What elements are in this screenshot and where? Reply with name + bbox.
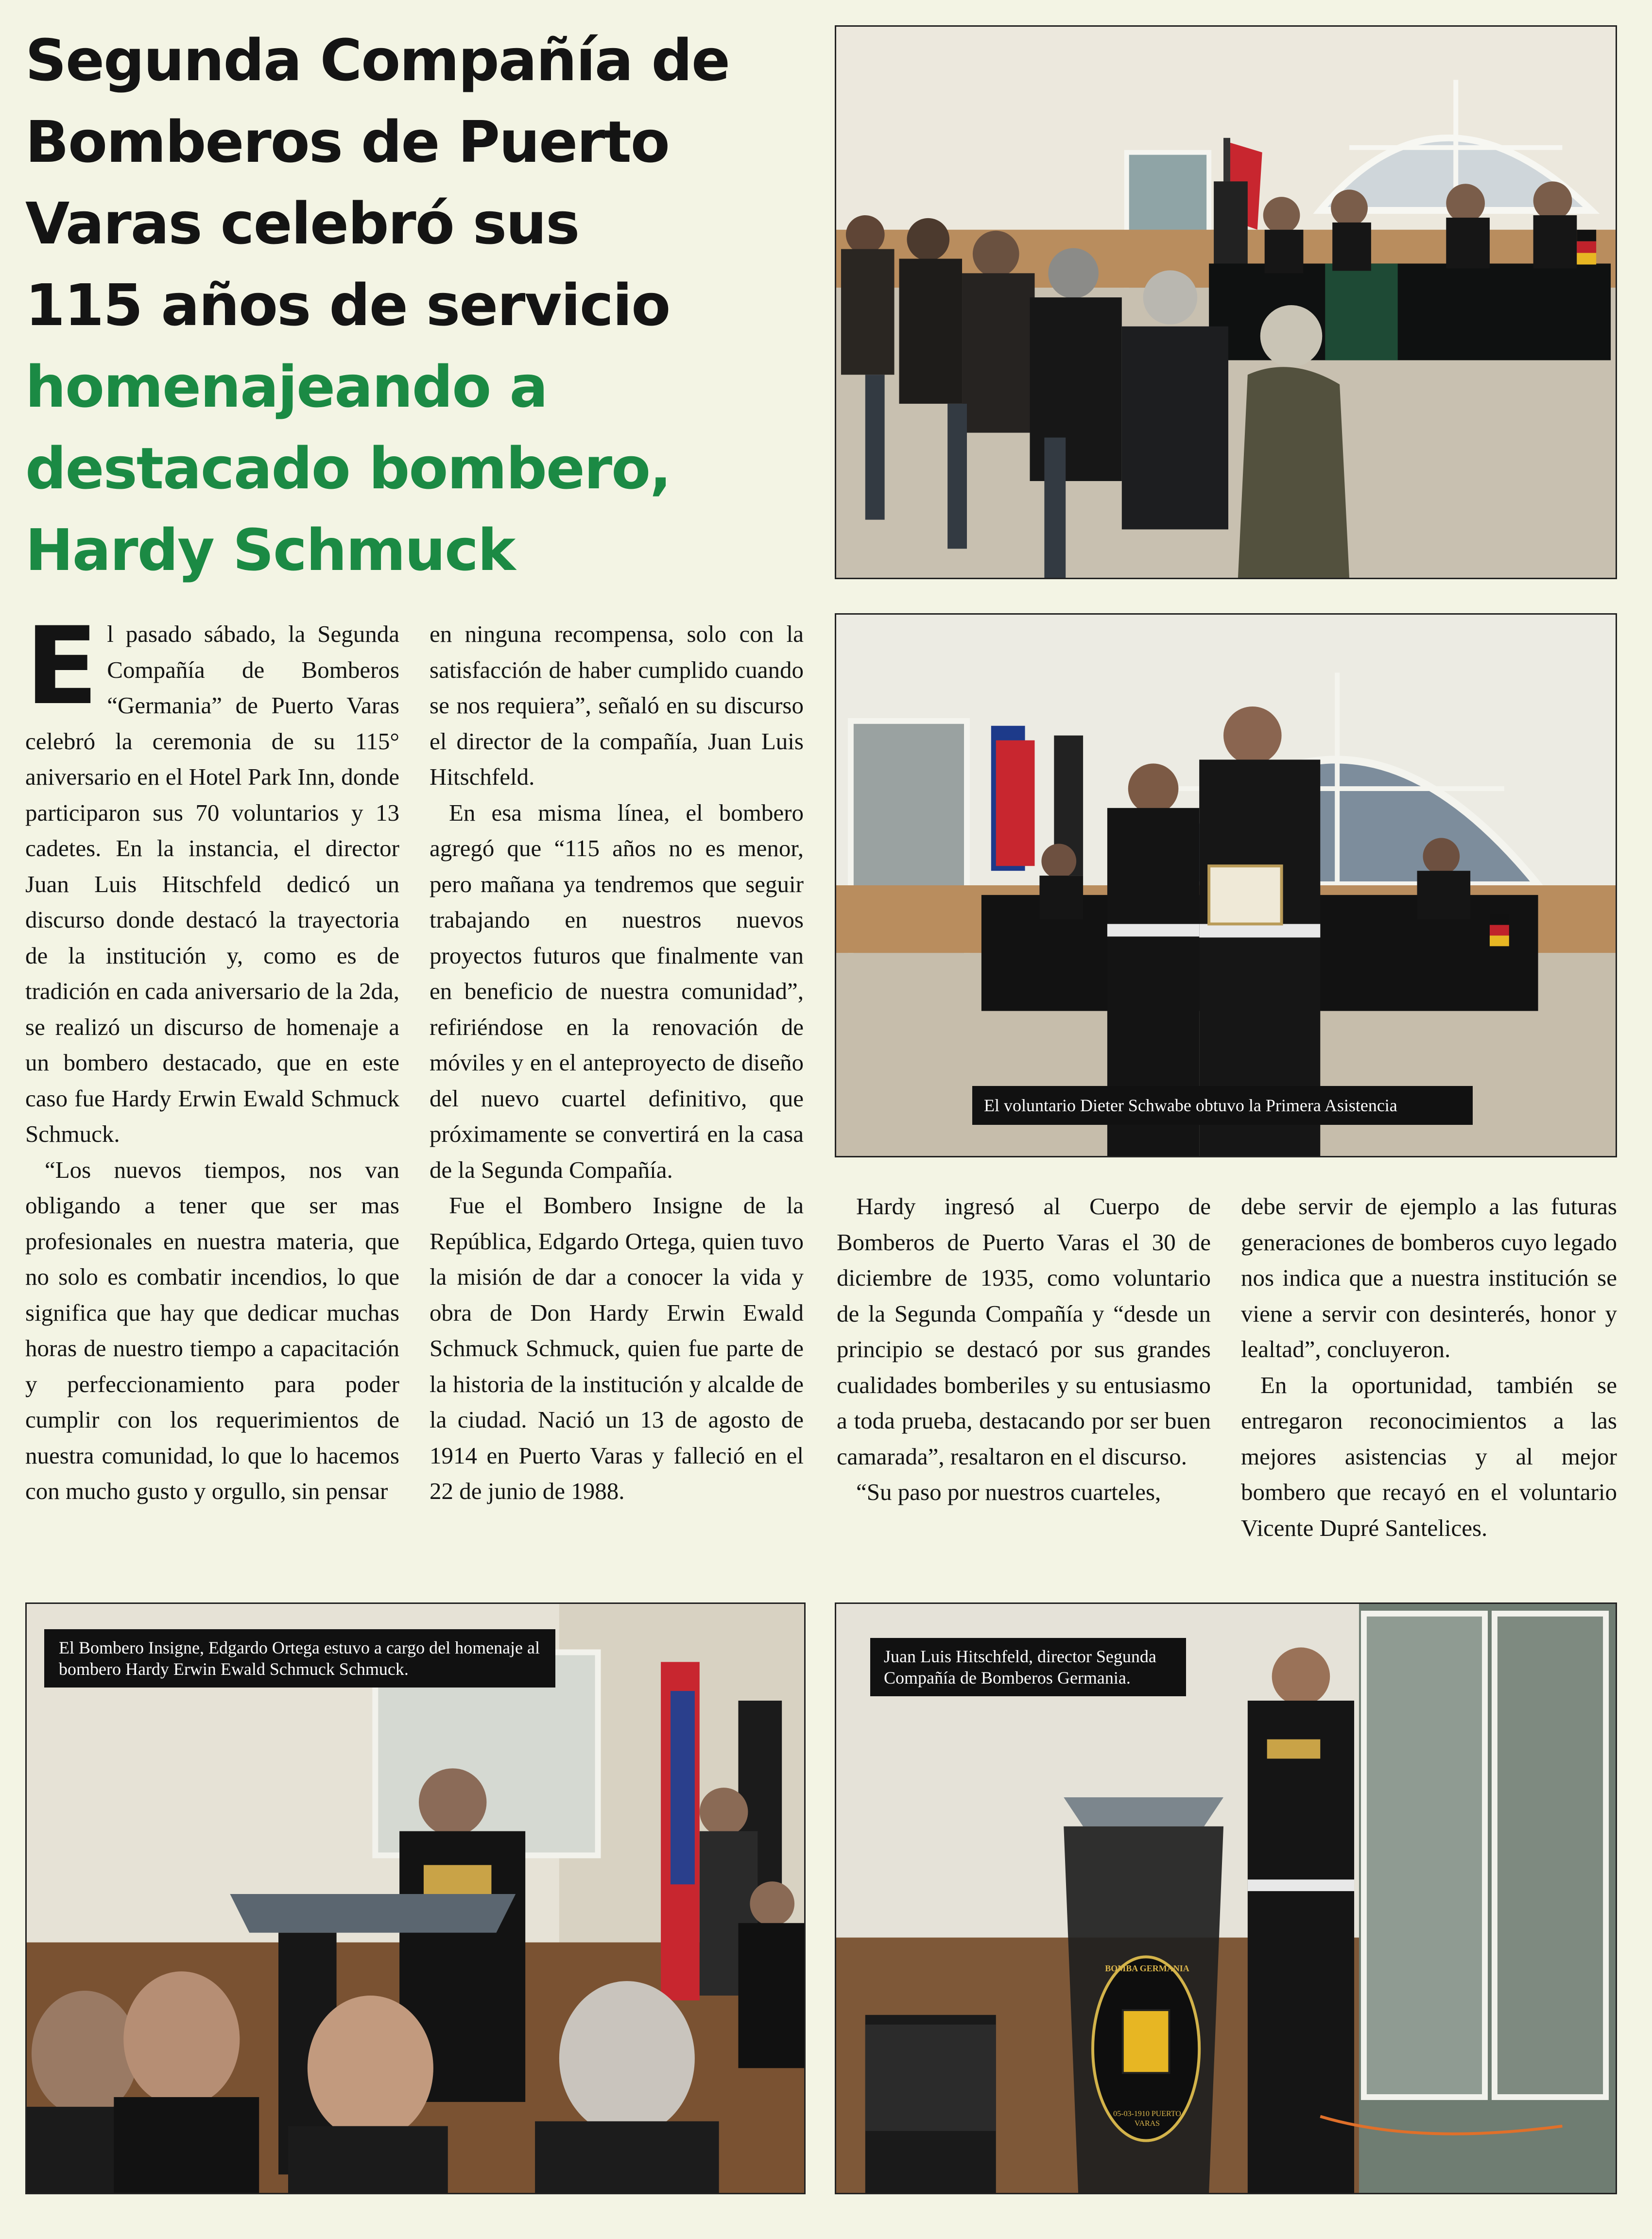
photo-ortega-speech xyxy=(25,1602,806,2194)
subheadline-line: Hardy Schmuck xyxy=(25,517,515,584)
photo-ceremony-hall xyxy=(835,25,1617,579)
podium-text-bottom: 05-03-1910 PUERTO VARAS xyxy=(1113,2110,1181,2128)
photo-award-image xyxy=(836,615,1616,1156)
article-paragraph: En la oportunidad, también se entregaron reconocimientos a las mejores asistencias y al mejor bombero que recayó en el voluntario Vicente Dupré Santelices. xyxy=(1241,1371,1617,1541)
article-paragraph: En esa misma línea, el bombero agregó que “115 años no es menor, pero mañana ya tendremos que seguir trabajando en nuestros nuevos proyectos futuros que finalmente van en beneficio de nuestra comunidad”, refiriéndose en la renovación de móviles y en el anteproyecto de diseño del nuevo cuartel definitivo, que próximamente se convertirá en la casa de la Segunda Compañía. xyxy=(430,799,804,1183)
article-paragraph: en ninguna recompensa, solo con la satisfacción de haber cumplido cuando se nos requiera”, señaló en su discurso el director de la compañía, Juan Luis Hitschfeld. xyxy=(430,620,804,790)
article-column-1 xyxy=(25,604,399,1509)
article-paragraph: “Su paso por nuestros cuarteles, xyxy=(856,1479,1161,1505)
caption-director: Juan Luis Hitschfeld, director Segunda Compañía de Bomberos Germania. xyxy=(870,1638,1186,1696)
podium-text-top: BOMBA GERMANIA xyxy=(1105,1963,1189,1973)
article-paragraph: Fue el Bombero Insigne de la República, Edgardo Ortega, quien tuvo la misión de dar a conocer la vida y obra de Don Hardy Erwin Ewald Schmuck Schmuck, quien fue parte de la historia de la institución y alcalde de la ciudad. Nació un 13 de agosto de 1914 en Puerto Varas y falleció en el 22 de junio de 1988. xyxy=(430,1192,804,1504)
photo-director-speech xyxy=(835,1602,1617,2194)
article-column-4 xyxy=(1241,1188,1617,1546)
dropcap: E xyxy=(25,604,99,728)
photo-award xyxy=(835,613,1617,1157)
headline-line: 115 años de servicio xyxy=(25,272,670,339)
article-paragraph: “Los nuevos tiempos, nos van obligando a tener que ser mas profesionales en nuestra materia, que no solo es combatir incendios, lo que significa que hay que dedicar muchas horas de nuestro tiempo a capacitación y perfeccionamiento para poder cumplir con los requerimientos de nuestra comunidad, lo que lo hacemos con mucho gusto y orgullo, sin pensar xyxy=(25,1156,399,1504)
headline-line: Varas celebró sus xyxy=(25,190,579,257)
article-column-3 xyxy=(837,1188,1211,1510)
headline xyxy=(25,19,803,591)
article-paragraph: Hardy ingresó al Cuerpo de Bomberos de Puerto Varas el 30 de diciembre de 1935, como voluntario de la Segunda Compañía y “desde un principio se destacó por sus grandes cualidades bomberiles y su entusiasmo a toda prueba, destacando por ser buen camarada”, resaltaron en el discurso. xyxy=(837,1193,1211,1470)
photo-ceremony-hall-image xyxy=(836,27,1616,578)
article-paragraph: l pasado sábado, la Segunda Compañía de Bomberos “Germania” de Puerto Varas celebró la ceremonia de su 115° aniversario en el Hotel Park Inn, donde participaron sus 70 voluntarios y 13 cadetes. En la instancia, el director Juan Luis Hitschfeld dedicó un discurso donde destacó la trayectoria de la institución y, como es de tradición en cada aniversario de la 2da, se realizó un discurso de homenaje a un bombero destacado, que en este caso fue Hardy Erwin Ewald Schmuck Schmuck. xyxy=(25,620,399,1147)
article-paragraph: debe servir de ejemplo a las futuras generaciones de bomberos cuyo legado nos indica que a nuestra institución se viene a servir con desinterés, honor y lealtad”, concluyeron. xyxy=(1241,1193,1617,1362)
photo-ortega-speech-image xyxy=(27,1604,804,2193)
caption-award: El voluntario Dieter Schwabe obtuvo la Primera Asistencia xyxy=(972,1086,1473,1125)
headline-line: Segunda Compañía de xyxy=(25,27,730,94)
headline-line: Bomberos de Puerto xyxy=(25,108,669,175)
caption-ortega: El Bombero Insigne, Edgardo Ortega estuvo a cargo del homenaje al bombero Hardy Erwin Ewald Schmuck Schmuck. xyxy=(44,1629,555,1688)
subheadline-line: homenajeando a xyxy=(25,353,548,420)
article-column-2 xyxy=(430,616,804,1509)
subheadline-line: destacado bombero, xyxy=(25,435,671,502)
